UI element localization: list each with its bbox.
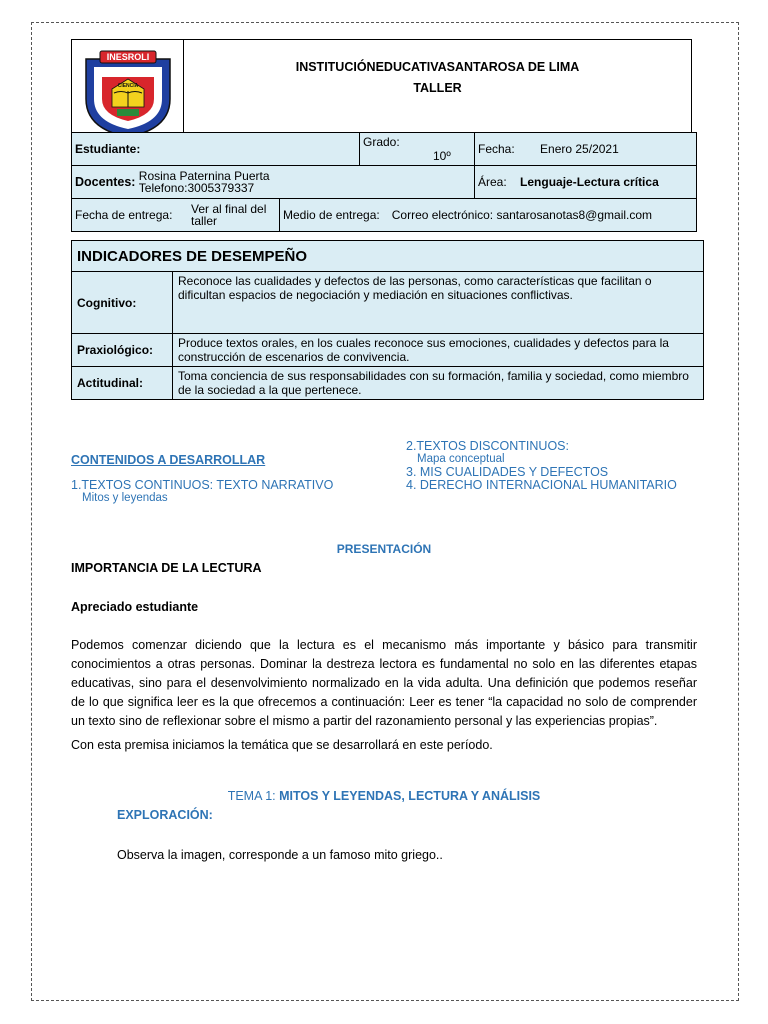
indicator-label: Actitudinal: (72, 367, 173, 400)
contents-heading: CONTENIDOS A DESARROLLAR (71, 453, 266, 467)
institution-name: INSTITUCIÓNEDUCATIVASANTAROSA DE LIMA (295, 60, 580, 74)
teacher-phone: Telefono:3005379337 (138, 181, 255, 195)
header-title-cell (184, 40, 691, 147)
date-cell (475, 133, 697, 166)
delivery-date-label: Fecha de entrega: (75, 208, 173, 222)
date-label: Fecha: (478, 142, 515, 156)
date-value: Enero 25/2021 (540, 142, 619, 156)
teachers-cell (72, 166, 475, 199)
observe-instruction: Observa la imagen, corresponde a un famoso mito griego.. (117, 848, 443, 862)
svg-text:CIENCIA: CIENCIA (117, 82, 138, 89)
grade-cell (360, 133, 475, 166)
indicator-label: Praxiológico: (72, 334, 173, 367)
svg-text:INESROLI: INESROLI (106, 51, 149, 62)
contents-item-2-sub: Mapa conceptual (417, 453, 505, 465)
teachers-label: Docentes: (75, 175, 136, 189)
delivery-medium-value: Correo electrónico: santarosanotas8@gmail.com (391, 208, 653, 222)
contents-right-list (406, 440, 677, 492)
indicator-text: Toma conciencia de sus responsabilidades con su formación, familia y sociedad, como miembro de la sociedad a la que pertenece. (173, 367, 704, 400)
school-crest-logo (78, 49, 178, 139)
paragraph-2: Con esta premisa iniciamos la temática que se desarrollará en este período. (71, 738, 493, 752)
theme-heading (0, 789, 768, 803)
grade-label: Grado: (363, 135, 400, 149)
exploration-heading: EXPLORACIÓN: (117, 808, 213, 822)
info-table (71, 132, 697, 232)
indicator-text: Reconoce las cualidades y defectos de las personas, como características que facilitan o dificultan espacios de negociación y mediación en situaciones conflictivas. (173, 272, 704, 334)
theme-prefix: TEMA 1: (227, 789, 280, 803)
document-type: TALLER (413, 81, 462, 95)
theme-title: MITOS Y LEYENDAS, LECTURA Y ANÁLISIS (279, 789, 541, 803)
area-label: Área: (478, 175, 507, 189)
area-cell (475, 166, 697, 199)
indicator-text: Produce textos orales, en los cuales reconoce sus emociones, cualidades y defectos para la construcción de escenarios de convivencia. (173, 334, 704, 367)
student-label: Estudiante: (72, 133, 360, 166)
contents-item-4: 4. DERECHO INTERNACIONAL HUMANITARIO (406, 478, 677, 492)
contents-left-list (71, 479, 333, 505)
indicators-table (71, 240, 704, 400)
area-value: Lenguaje-Lectura crítica (520, 175, 659, 189)
contents-item-3: 3. MIS CUALIDADES Y DEFECTOS (406, 465, 609, 479)
delivery-medium-label: Medio de entrega: (283, 208, 380, 222)
greeting: Apreciado estudiante (71, 600, 199, 614)
grade-value: 10º (433, 149, 451, 163)
contents-item-2: 2.TEXTOS DISCONTINUOS: (406, 439, 569, 453)
indicators-title: INDICADORES DE DESEMPEÑO (72, 241, 704, 272)
paragraph-1: Podemos comenzar diciendo que la lectura es el mecanismo más importante y básico para transmitir conocimientos a otras personas. Dominar la destreza lectora es fundamental no solo en las diferentes etapas educativas, sino para el desenvolvimiento normalizado en la vida adulta. Una definición que podemos reseñar de lo que significa leer es la que ofrecemos a continuación: Leer es tener “la capacidad no solo de comprender un texto sino de reflexionar sobre el mismo a partir del razonamiento personal y las experiencias propias”. (71, 638, 697, 728)
logo-cell (72, 40, 184, 147)
teacher-name: Rosina Paternina Puerta (138, 169, 270, 183)
contents-item-1: 1.TEXTOS CONTINUOS: TEXTO NARRATIVO (71, 478, 334, 492)
delivery-date-value: Ver al final del taller (191, 199, 280, 231)
delivery-row (72, 199, 697, 232)
indicator-label: Cognitivo: (72, 272, 173, 334)
presentation-heading: PRESENTACIÓN (336, 542, 432, 556)
importance-heading: IMPORTANCIA DE LA LECTURA (71, 561, 262, 575)
contents-item-1-sub: Mitos y leyendas (82, 492, 168, 504)
